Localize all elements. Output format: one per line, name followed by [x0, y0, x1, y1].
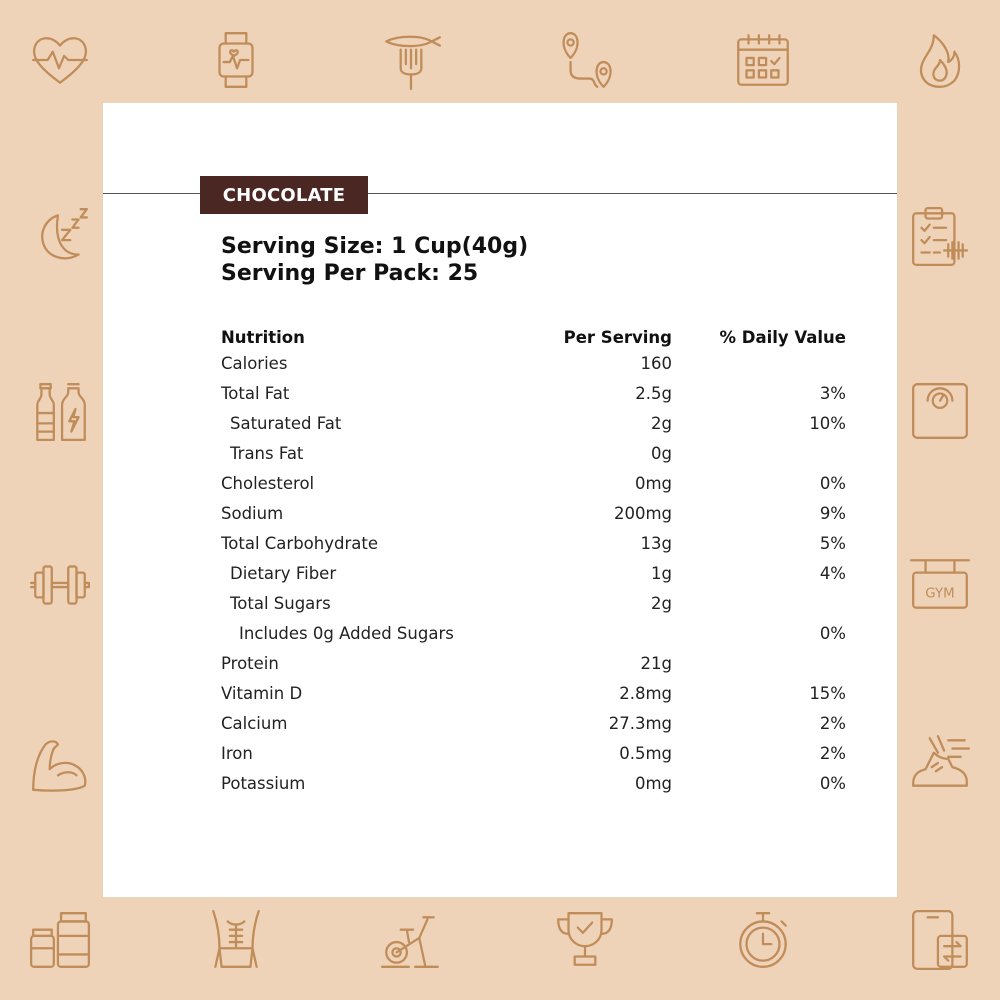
- nutrient-name: Iron: [221, 744, 253, 763]
- daily-value: 2%: [819, 714, 846, 733]
- header-nutrition: Nutrition: [221, 328, 305, 347]
- per-serving-value: 21g: [640, 654, 672, 673]
- phone-sync-icon: [907, 907, 973, 973]
- table-row: [221, 684, 846, 714]
- per-serving-value: 2.8mg: [619, 684, 672, 703]
- serving-size: Serving Size: 1 Cup(40g): [221, 234, 529, 259]
- table-row: [221, 594, 846, 624]
- header-per-serving: Per Serving: [563, 328, 672, 347]
- serving-info: [221, 233, 528, 287]
- nutrition-card: [103, 103, 897, 897]
- per-serving-value: 27.3mg: [608, 714, 672, 733]
- route-pin-icon: [552, 27, 618, 93]
- exercise-bike-icon: [378, 907, 444, 973]
- daily-value: 0%: [819, 474, 846, 493]
- nutrient-name: Saturated Fat: [230, 414, 342, 433]
- nutrient-name: Total Sugars: [230, 594, 331, 613]
- table-row: [221, 354, 846, 384]
- per-serving-value: 2g: [651, 594, 672, 613]
- table-row: [221, 534, 846, 564]
- serving-per-pack: Serving Per Pack: 25: [221, 261, 479, 286]
- calendar-icon: [730, 27, 796, 93]
- daily-value: 10%: [809, 414, 846, 433]
- nutrient-name: Protein: [221, 654, 279, 673]
- table-row: [221, 474, 846, 504]
- table-row: [221, 624, 846, 654]
- gym-sign-icon: [907, 552, 973, 618]
- nutrient-name: Cholesterol: [221, 474, 315, 493]
- table-row: [221, 564, 846, 594]
- dumbbell-icon: [27, 552, 93, 618]
- table-row: [221, 414, 846, 444]
- nutrient-name: Total Fat: [221, 384, 290, 403]
- per-serving-value: 0mg: [634, 474, 672, 493]
- table-row: [221, 654, 846, 684]
- per-serving-value: 0.5mg: [619, 744, 672, 763]
- smartwatch-icon: [203, 27, 269, 93]
- water-bottles-icon: [27, 378, 93, 444]
- table-row: [221, 384, 846, 414]
- clipboard-dumbbell-icon: [907, 203, 973, 269]
- trophy-icon: [552, 907, 618, 973]
- nutrient-name: Vitamin D: [221, 684, 303, 703]
- table-row: [221, 714, 846, 744]
- per-serving-value: 2g: [651, 414, 672, 433]
- table-row: [221, 774, 846, 804]
- table-header: [221, 328, 846, 354]
- stopwatch-icon: [730, 907, 796, 973]
- abs-torso-icon: [203, 907, 269, 973]
- daily-value: 3%: [819, 384, 846, 403]
- flavor-tag: CHOCOLATE: [200, 176, 368, 214]
- scale-icon: [907, 378, 973, 444]
- sleep-moon-icon: [27, 203, 93, 269]
- daily-value: 2%: [819, 744, 846, 763]
- running-shoe-icon: [907, 730, 973, 796]
- per-serving-value: 0mg: [634, 774, 672, 793]
- per-serving-value: 13g: [640, 534, 672, 553]
- heart-rate-icon: [27, 27, 93, 93]
- daily-value: 15%: [809, 684, 846, 703]
- nutrient-name: Calories: [221, 354, 288, 373]
- nutrition-table: [221, 328, 846, 804]
- per-serving-value: 2.5g: [635, 384, 672, 403]
- nutrient-name: Dietary Fiber: [230, 564, 337, 583]
- per-serving-value: 1g: [651, 564, 672, 583]
- daily-value: 0%: [819, 624, 846, 643]
- nutrient-name: Sodium: [221, 504, 284, 523]
- daily-value: 5%: [819, 534, 846, 553]
- nutrient-name: Trans Fat: [230, 444, 304, 463]
- daily-value: 0%: [819, 774, 846, 793]
- flame-icon: [907, 27, 973, 93]
- header-daily-value: % Daily Value: [719, 328, 846, 347]
- table-row: [221, 504, 846, 534]
- per-serving-value: 200mg: [613, 504, 672, 523]
- table-row: [221, 744, 846, 774]
- daily-value: 4%: [819, 564, 846, 583]
- supplement-jars-icon: [27, 907, 93, 973]
- nutrient-name: Calcium: [221, 714, 288, 733]
- nutrient-name: Total Carbohydrate: [221, 534, 378, 553]
- table-row: [221, 444, 846, 474]
- flexed-arm-icon: [27, 730, 93, 796]
- gym-sign-text: GYM: [925, 586, 955, 602]
- nutrient-name: Includes 0g Added Sugars: [239, 624, 454, 643]
- daily-value: 9%: [819, 504, 846, 523]
- per-serving-value: 160: [640, 354, 672, 373]
- per-serving-value: 0g: [651, 444, 672, 463]
- nutrient-name: Potassium: [221, 774, 306, 793]
- fork-carrot-icon: [378, 27, 444, 93]
